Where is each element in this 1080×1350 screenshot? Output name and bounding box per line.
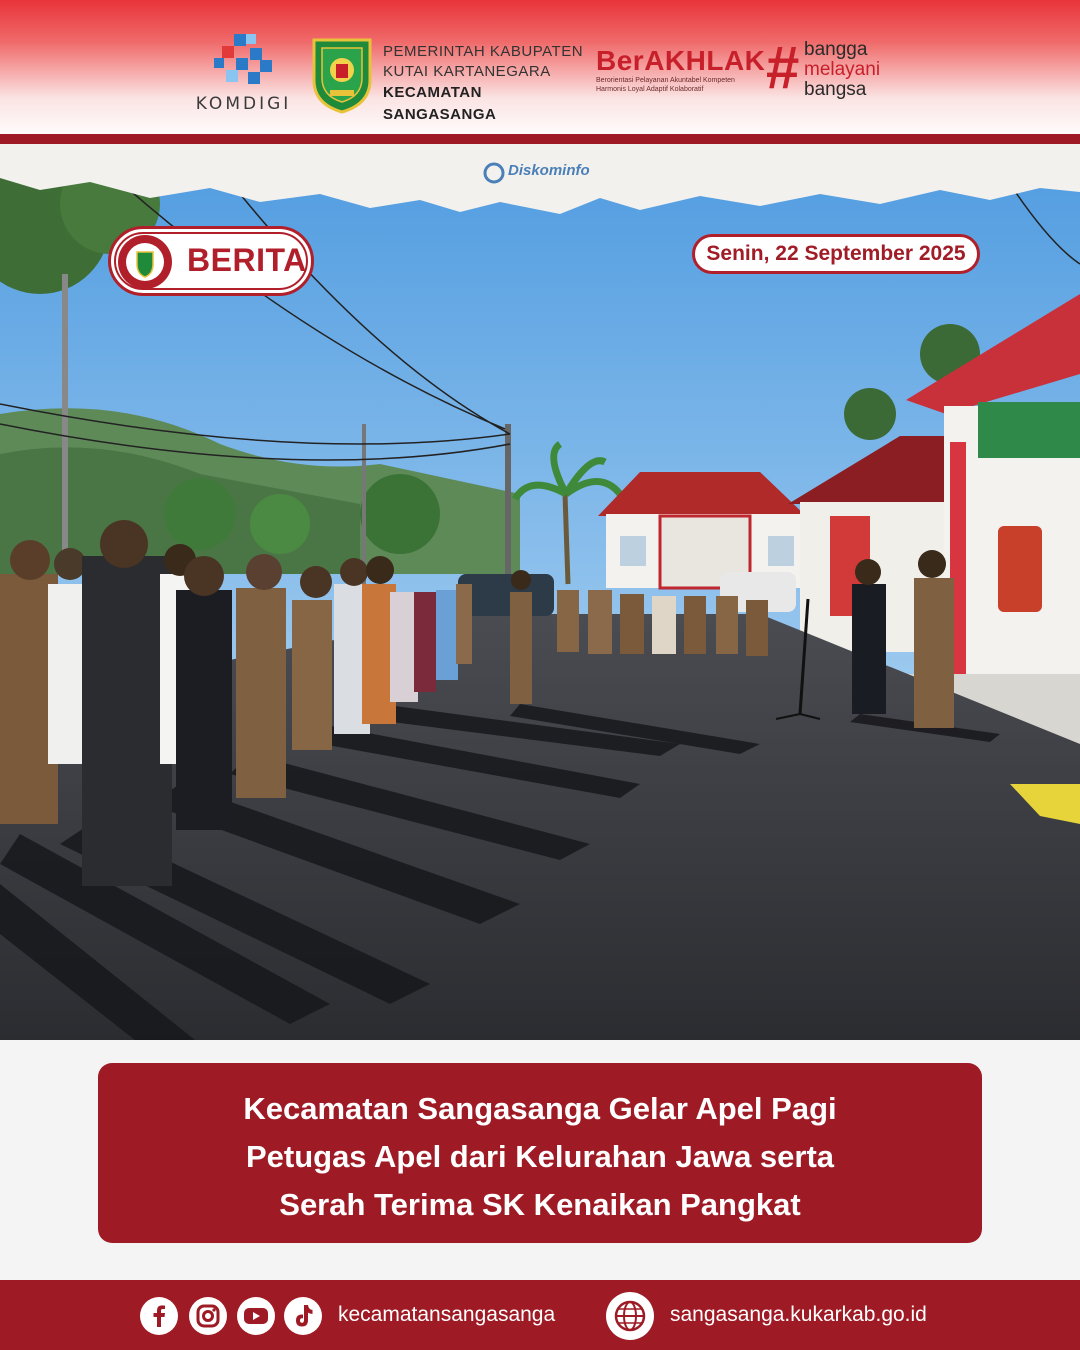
- website-link[interactable]: sangasanga.kukarkab.go.id: [670, 1303, 927, 1326]
- bangga-word-2: melayani: [804, 59, 881, 80]
- diskominfo-watermark: [482, 160, 612, 186]
- headline-line-2: Petugas Apel dari Kelurahan Jawa serta: [245, 1139, 835, 1174]
- headline-line-3: Serah Terima SK Kenaikan Pangkat: [279, 1187, 801, 1222]
- tiktok-icon[interactable]: [284, 1297, 322, 1335]
- diskominfo-text: Diskominfo: [508, 162, 590, 179]
- berakhlak-values-1: Berorientasi Pelayanan Akuntabel Kompeten: [596, 77, 735, 84]
- bangga-melayani-bangsa-logo: [766, 34, 906, 102]
- government-title: [383, 42, 593, 126]
- berakhlak-logo: [596, 46, 766, 106]
- youtube-icon[interactable]: [237, 1297, 275, 1335]
- gov-line-kukar: KUTAI KARTANEGARA: [383, 63, 551, 80]
- headline-box: [98, 1063, 982, 1243]
- kukar-emblem-icon: [310, 34, 374, 114]
- berakhlak-values-2: Harmonis Loyal Adaptif Kolaboratif: [596, 86, 704, 93]
- berakhlak-title: BerAKHLAK: [596, 45, 766, 76]
- bangga-words: [804, 40, 880, 100]
- header-divider: [0, 134, 1080, 144]
- gov-line-district: KECAMATAN SANGASANGA: [383, 84, 497, 123]
- komdigi-wordmark: KOMDIGI: [195, 94, 292, 114]
- date-badge: Senin, 22 September 2025: [692, 234, 980, 274]
- hashtag-mark: #: [766, 34, 800, 101]
- facebook-icon[interactable]: [140, 1297, 178, 1335]
- headline-line-1: Kecamatan Sangasanga Gelar Apel Pagi: [243, 1091, 837, 1126]
- diskominfo-icon: [482, 160, 506, 184]
- bangga-word-1: bangga: [804, 39, 868, 60]
- berita-badge: [108, 226, 314, 296]
- social-handle[interactable]: kecamatansangasanga: [338, 1303, 556, 1326]
- berita-label: BERITA: [187, 242, 307, 278]
- bangga-word-3: bangsa: [804, 79, 867, 100]
- komdigi-logo: [186, 34, 301, 118]
- globe-icon[interactable]: [606, 1292, 654, 1340]
- komdigi-mark-icon: [214, 34, 272, 86]
- sangasanga-seal-icon: [117, 234, 173, 290]
- gov-line-regency: PEMERINTAH KABUPATEN: [383, 43, 584, 60]
- instagram-icon[interactable]: [189, 1297, 227, 1335]
